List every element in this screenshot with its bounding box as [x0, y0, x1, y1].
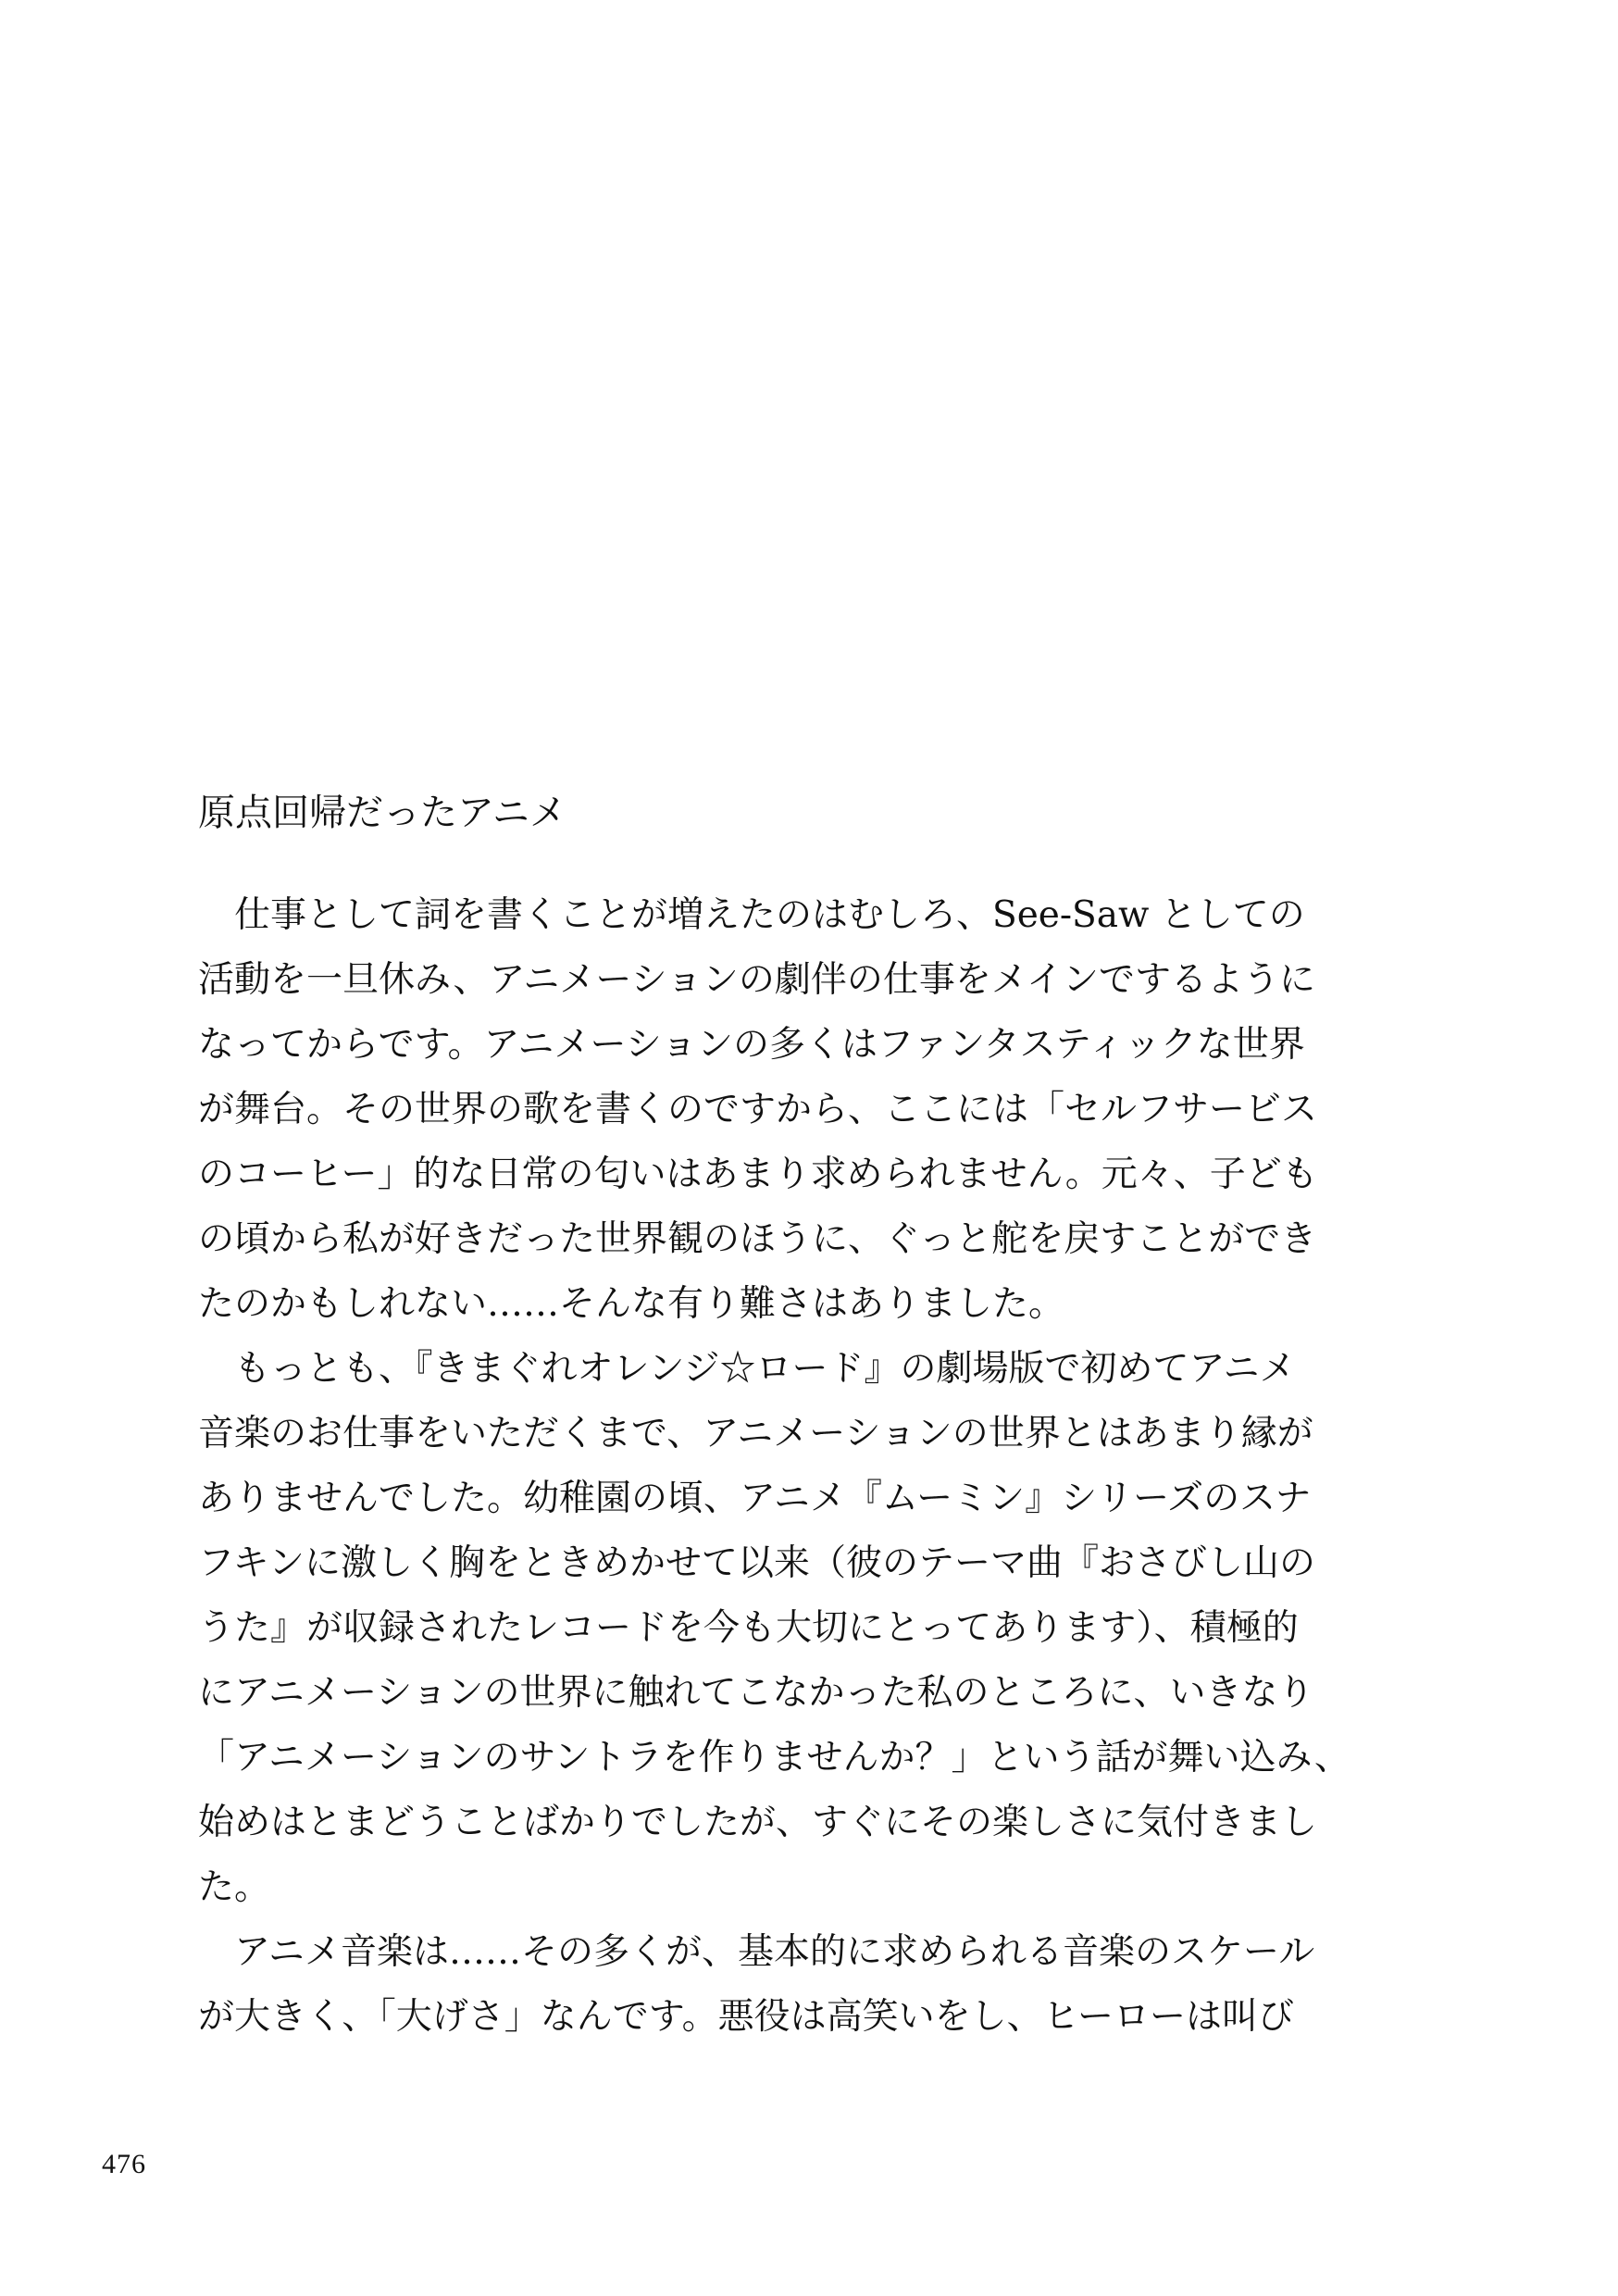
section-heading: 原点回帰だったアニメ — [198, 792, 566, 834]
body-line: が大きく、「大げさ」なんです。悪役は高笑いをし、ヒーローは叫び — [198, 1996, 1295, 2038]
body-line: 音楽のお仕事をいただくまで、アニメーションの世界とはあまり縁が — [198, 1413, 1313, 1454]
body-line: 「アニメーションのサントラを作りませんか？」という話が舞い込み、 — [198, 1737, 1350, 1778]
body-line: アニメ音楽は……その多くが、基本的に求められる音楽のスケール — [198, 1931, 1315, 1973]
body-line: 始めはとまどうことばかりでしたが、すぐにその楽しさに気付きまし — [198, 1802, 1318, 1843]
body-line: た。 — [198, 1866, 271, 1908]
body-line: にアニメーションの世界に触れてこなかった私のところに、いきなり — [198, 1672, 1314, 1714]
body-line: が舞台。その世界の歌を書くのですから、ここには「セルフサービス — [198, 1089, 1318, 1130]
body-text — [198, 883, 1383, 2050]
body-line: なってからです。アニメーションの多くはファンタスティックな世界 — [198, 1024, 1305, 1066]
body-line: もっとも、『きまぐれオレンジ☆ロード』の劇場版で初めてアニメ — [198, 1348, 1296, 1390]
page-number: 476 — [102, 2149, 146, 2179]
body-line: の頃から私が好きだった世界観のほうに、ぐっと舵を戻すことができ — [198, 1218, 1317, 1260]
body-line: フキンに激しく胸をときめかせて以来（彼のテーマ曲『おさびし山の — [198, 1542, 1316, 1584]
body-line: ありませんでした。幼稚園の頃、アニメ『ムーミン』シリーズのスナ — [198, 1478, 1312, 1519]
body-line: 仕事として詞を書くことが増えたのはむしろ、See-Saw としての — [198, 894, 1305, 936]
body-line: うた』が収録されたレコードを今も大切にとってあります）、積極的 — [198, 1607, 1299, 1649]
body-line: 活動を一旦休み、アニメーションの劇伴の仕事をメインでするように — [198, 959, 1316, 1001]
body-line: たのかもしれない……そんな有り難さはありました。 — [198, 1283, 1065, 1325]
body-line: のコーヒー」的な日常の匂いはあまり求められません。元々、子ども — [198, 1154, 1318, 1195]
